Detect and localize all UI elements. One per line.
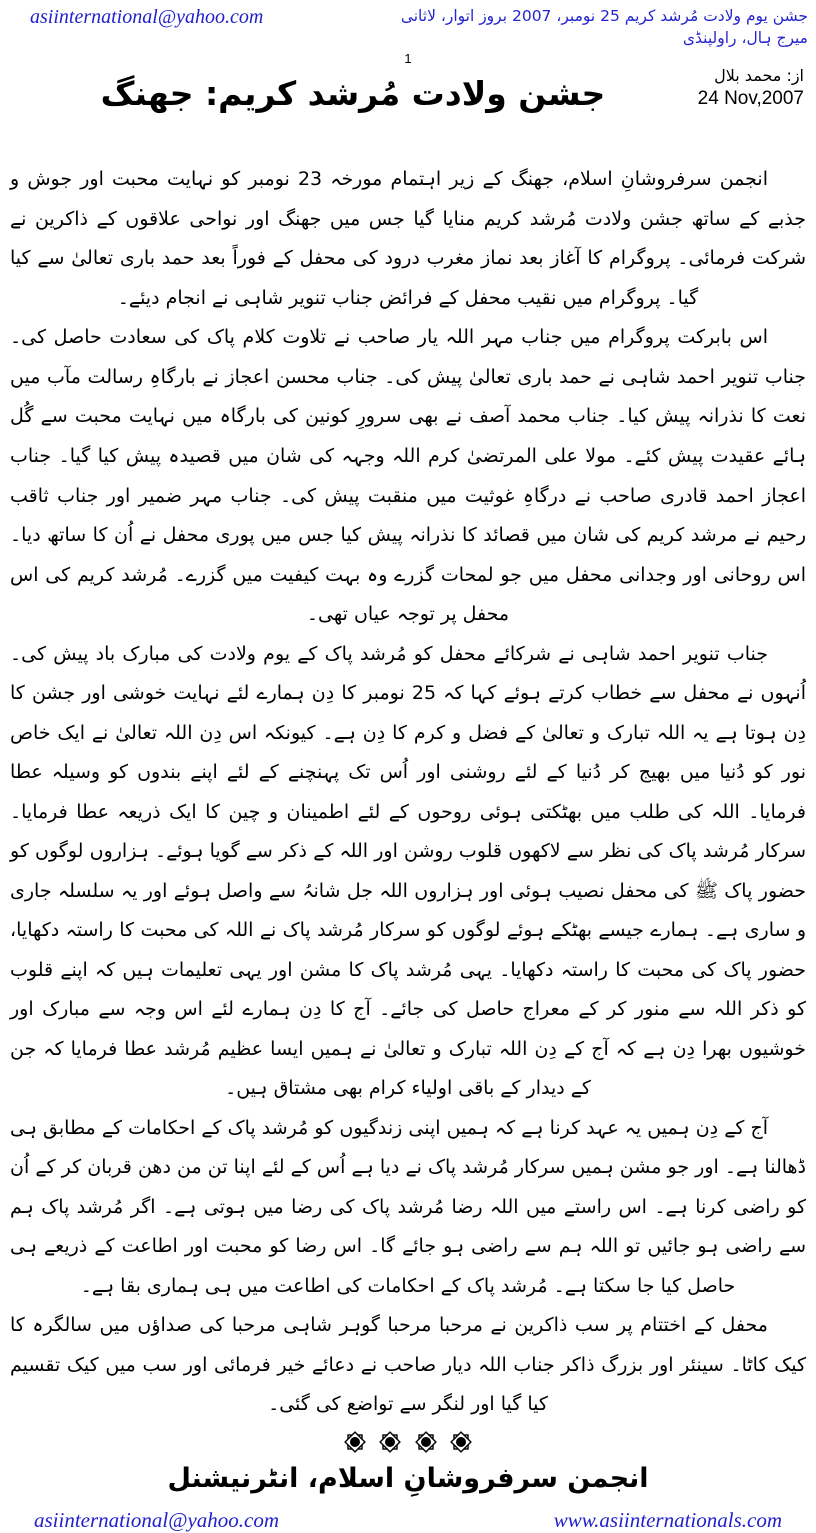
- article-body: [0, 144, 816, 1425]
- page-number: 1: [404, 51, 412, 67]
- body-paragraph: جناب تنویر احمد شاہی نے شرکائے محفل کو مُرشد پاک کے یوم ولادت کی مبارک باد پیش کی۔ اُنہوں نے محفل سے خطاب کرتے ہوئے کہا کہ 25 نومبر کا دِن ہمارے لئے نہایت خوشی اور جشن کا دِن ہوتا ہے یہ اللہ تبارک و تعالیٰ کے فضل و کرم کا دِن ہے۔ کیونکہ اس دِن اللہ تعالیٰ نے ایک خاص نور کو دُنیا میں بھیج کر دُنیا کے لئے روشنی اور اُس تک پہنچنے کے لئے اپنے بندوں کو وسیلہ عطا فرمایا۔ اللہ کی طلب میں بھٹکتی ہوئی روحوں کے لئے اطمینان و چین کا ایک ذریعہ عطا فرمایا۔ سرکار مُرشد پاک کی نظر سے لاکھوں قلوب روشن اور اللہ کے ذکر سے گویا ہوئے۔ ہزاروں لوگوں کو حضور پاک ﷺ کی محفل نصیب ہوئی اور ہزاروں اللہ جل شانہُ سے واصل ہوئے اور یہ سلسلہ جاری و ساری ہے۔ ہمارے جیسے بھٹکے ہوئے لوگوں کو سرکار مُرشد پاک نے اللہ کی محبت کا راستہ دکھایا، حضور پاک کی محبت کا راستہ دکھایا۔ یہی مُرشد پاک کا مشن اور یہی تعلیمات ہیں کہ اپنے قلوب کو ذکر اللہ سے منور کر کے معراج حاصل کی جائے۔ آج کا دِن ہمارے لئے اس وجہ سے مبارک اور خوشیوں بھرا دِن ہے کہ آج کے دِن اللہ تبارک و تعالیٰ نے ہمیں ایسا عظیم مُرشد عطا فرمایا کہ جن کے دیدار کے باقی اولیاء کرام بھی مشتاق ہیں۔: [10, 642, 806, 1100]
- ornament-row: [0, 1429, 816, 1455]
- page-footer: [0, 1494, 816, 1533]
- ornament-star-icon: [375, 1431, 410, 1450]
- title-band: [0, 66, 816, 144]
- body-paragraph: محفل کے اختتام پر سب ذاکرین نے مرحبا مرحبا گوہر شاہی مرحبا کی صداؤں میں سالگرہ کا کیک کاٹا۔ سینئر اور بزرگ ذاکر جناب اللہ دیار صاحب نے دعائے خیر فرمائی اور سب میں کیک تقسیم کیا گیا اور لنگر سے تواضع کی گئی۔: [10, 1314, 806, 1416]
- header-email-link[interactable]: asiinternational@yahoo.com: [30, 6, 264, 28]
- header-event-line: جشن یوم ولادت مُرشد کریم 25 نومبر، 2007 بروز اتوار، لاثانی میرج ہال، راولپنڈی: [400, 7, 808, 47]
- byline-block: [698, 66, 804, 111]
- author-byline: از: محمد بلال: [714, 66, 804, 86]
- body-paragraph: انجمن سرفروشانِ اسلام، جھنگ کے زیر اہتمام مورخہ 23 نومبر کو نہایت محبت اور جوش و جذبے کے ساتھ جشن ولادت مُرشد کریم منایا گیا جس میں جھنگ اور نواحی علاقوں کے ذاکرین نے شرکت فرمائی۔ پروگرام کا آغاز بعد نماز مغرب درود کی محفل کے فوراً بعد حمد باری تعالیٰ سے کیا گیا۔ پروگرام میں نقیب محفل کے فرائض جناب تنویر شاہی نے انجام دیئے۔: [10, 168, 806, 309]
- ornament-star-icon: [340, 1431, 375, 1450]
- footer-email-link[interactable]: asiinternational@yahoo.com: [34, 1507, 280, 1532]
- page-header: [0, 0, 816, 49]
- ornament-star-icon: [446, 1431, 476, 1450]
- body-paragraph: اس بابرکت پروگرام میں جناب مہر اللہ یار صاحب نے تلاوت کلام پاک کی سعادت حاصل کی۔ جناب تنویر احمد شاہی نے حمد باری تعالیٰ پیش کی۔ جناب محسن اعجاز نے بارگاہِ رسالت مآب میں نعت کا نذرانہ پیش کیا۔ جناب محمد آصف نے بھی سرورِ کونین کی بارگاہ میں نہایت محبت سے گُل ہائے عقیدت پیش کئے۔ مولا علی المرتضیٰ کرم اللہ وجہہ کی شان میں قصیدہ پیش کیا گیا۔ جناب اعجاز احمد قادری صاحب نے درگاہِ غوثیت میں منقبت پیش کی۔ جناب مہر ضمیر اور جناب ثاقب رحیم نے مرشد کریم کی شان میں قصائد کا نذرانہ پیش کیا جس میں پوری محفل نے اُن کا ساتھ دیا۔ اس روحانی اور وجدانی محفل میں جو لمحات گزرے وہ بہت کیفیت میں گزرے۔ مُرشد کریم کی اس محفل پر توجہ عیاں تھی۔: [10, 326, 806, 626]
- body-paragraph: آج کے دِن ہمیں یہ عہد کرنا ہے کہ ہمیں اپنی زندگیوں کو مُرشد پاک کے احکامات کے مطابق ہی ڈھالنا ہے۔ اور جو مشن ہمیں سرکار مُرشد پاک نے دیا ہے اُس کے لئے اپنا تن من دھن قربان کر کے اُن کو راضی کرنا ہے۔ اس راستے میں اللہ رضا مُرشد پاک کی رضا میں ہوتی ہے۔ اگر مُرشد پاک ہم سے راضی ہو جائیں تو اللہ ہم سے راضی ہو جائے گا۔ اس رضا کو محبت اور اطاعت کے ذریعے ہی حاصل کیا جا سکتا ہے۔ مُرشد پاک کے احکامات کی اطاعت میں ہی ہماری بقا ہے۔: [10, 1116, 806, 1297]
- page-title: جشن ولادت مُرشد کریم: جھنگ: [100, 74, 606, 114]
- organization-name: انجمن سرفروشانِ اسلام، انٹرنیشنل: [167, 1462, 649, 1494]
- document-date: 24 Nov,2007: [697, 88, 804, 110]
- ornament-star-icon: [411, 1431, 446, 1450]
- footer-website-link[interactable]: www.asiinternationals.com: [553, 1507, 782, 1532]
